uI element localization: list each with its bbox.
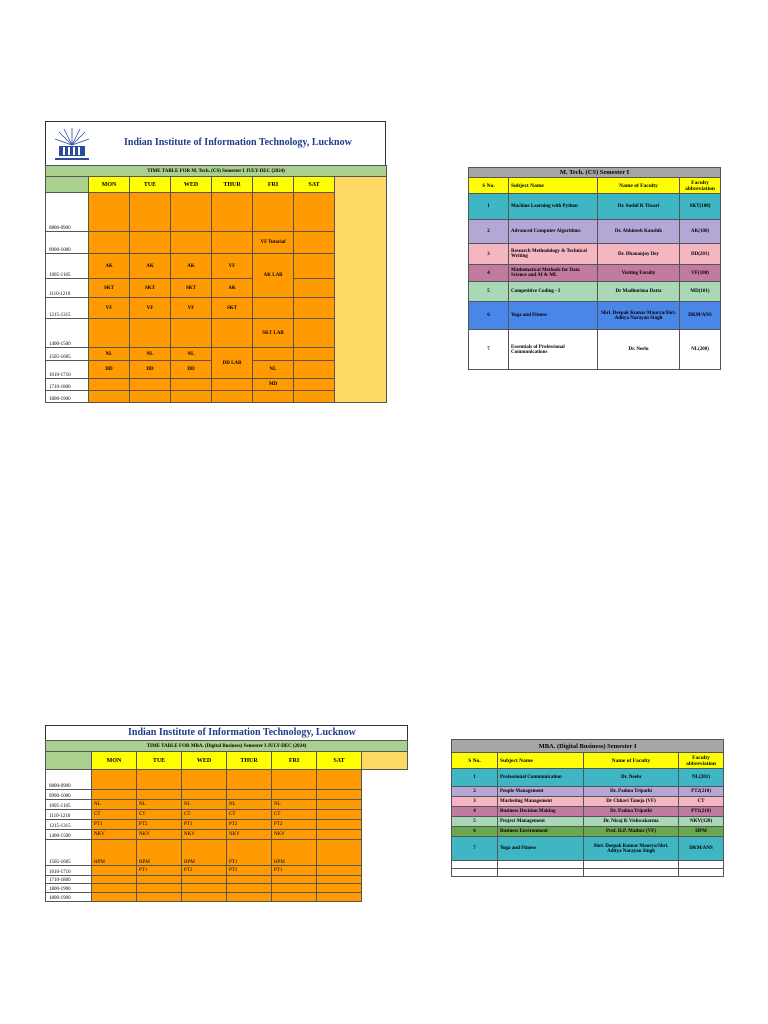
timetable-cell: NL	[272, 800, 317, 810]
mtech-timetable	[45, 165, 387, 403]
mba-timetable-title: TIME TABLE FOR MBA. (Digital Business) Semester I JULY-DEC (2024)	[46, 741, 408, 752]
timetable-cell	[272, 770, 317, 790]
time-slot: 1400-1500	[46, 319, 89, 348]
sno-cell: 1	[469, 194, 509, 220]
timetable-cell: HPM	[182, 840, 227, 866]
timetable-cell	[294, 279, 335, 298]
timetable-cell	[130, 319, 171, 348]
timetable-cell	[171, 232, 212, 254]
timetable-cell	[137, 770, 182, 790]
timetable-cell: VF	[171, 298, 212, 319]
abbr-cell: NL(201)	[679, 769, 724, 787]
faculty-row	[469, 194, 721, 220]
timetable-cell: VF	[130, 298, 171, 319]
timetable-cell	[253, 348, 294, 361]
empty-cell	[498, 869, 584, 877]
timetable-cell	[92, 866, 137, 876]
timetable-cell	[92, 893, 137, 902]
timetable-cell	[171, 379, 212, 391]
subject-cell: Advanced Computer Algorithms	[509, 220, 598, 244]
day-header: TUE	[137, 752, 182, 770]
time-slot: 1610-1710	[46, 361, 89, 379]
subject-cell: Competitive Coding - I	[509, 282, 598, 302]
timetable-cell: NKV	[272, 830, 317, 840]
timetable-cell: PT2	[272, 820, 317, 830]
abbr-cell: HPM	[679, 827, 724, 837]
time-slot: 1710-1800	[46, 379, 89, 391]
faculty-cell: Dr Chhavi Taneja (VF)	[584, 797, 679, 807]
timetable-cell	[317, 820, 362, 830]
empty-cell	[452, 861, 498, 869]
abbr-cell: MD(101)	[680, 282, 721, 302]
timetable-cell: HPM	[137, 840, 182, 866]
subject-cell: Yoga and Fitness	[509, 302, 598, 330]
timetable-cell	[227, 876, 272, 884]
header-abbr: Faculty abbreviation	[679, 753, 724, 769]
corner-cell	[46, 752, 92, 770]
timetable-cell: NL	[89, 348, 130, 361]
faculty-cell: Dr. Abhinesh Kaushik	[598, 220, 680, 244]
timetable-cell: AK	[171, 254, 212, 279]
empty-cell	[498, 861, 584, 869]
mba-header	[45, 725, 408, 741]
side-column	[335, 177, 387, 403]
faculty-row	[469, 282, 721, 302]
timetable-cell	[272, 884, 317, 893]
header-sno: S No.	[469, 178, 509, 194]
timetable-cell	[294, 319, 335, 348]
mtech-timetable-title: TIME TABLE FOR M. Tech. (CS) Semester I JULY-DEC (2024)	[46, 166, 387, 177]
timetable-cell	[137, 884, 182, 893]
timetable-cell: CT	[272, 810, 317, 820]
sno-cell: 4	[469, 265, 509, 282]
timetable-cell: AK	[89, 254, 130, 279]
subject-cell: Mathematical Methods for Data Science and AI & ML	[509, 265, 598, 282]
faculty-row	[452, 817, 724, 827]
timetable-cell: PT2	[227, 866, 272, 876]
sno-cell: 6	[469, 302, 509, 330]
abbr-cell: DKM/ANS	[679, 837, 724, 861]
time-slot: 1400-1500	[46, 830, 92, 840]
day-header: THUR	[227, 752, 272, 770]
faculty-cell: Dr. Neelu	[584, 769, 679, 787]
timetable-cell: PT1	[227, 840, 272, 866]
sno-cell: 5	[452, 817, 498, 827]
timetable-cell	[227, 884, 272, 893]
timetable-cell	[294, 379, 335, 391]
timetable-cell: CT	[182, 810, 227, 820]
time-slot: 1215-1315	[46, 298, 89, 319]
sno-cell: 3	[452, 797, 498, 807]
sno-cell: 2	[452, 787, 498, 797]
day-header: SAT	[317, 752, 362, 770]
sno-cell: 1	[452, 769, 498, 787]
header-faculty: Name of Faculty	[598, 178, 680, 194]
faculty-cell: Visiting Faculty	[598, 265, 680, 282]
timetable-cell	[130, 379, 171, 391]
timetable-cell: NKV	[182, 830, 227, 840]
faculty-cell: Prof. H.P. Mathur (VF)	[584, 827, 679, 837]
timetable-cell	[317, 830, 362, 840]
sno-cell: 7	[452, 837, 498, 861]
timetable-cell	[89, 379, 130, 391]
timetable-cell	[294, 254, 335, 279]
day-header: WED	[182, 752, 227, 770]
timetable-cell	[92, 770, 137, 790]
abbr-cell: NKV(120)	[679, 817, 724, 827]
faculty-row	[452, 827, 724, 837]
timetable-cell	[294, 391, 335, 403]
sno-cell: 3	[469, 244, 509, 265]
subject-cell: Research Methodology & Technical Writing	[509, 244, 598, 265]
timetable-cell	[227, 790, 272, 800]
timetable-cell: PT2	[227, 820, 272, 830]
day-header: SAT	[294, 177, 335, 193]
timetable-cell: NL	[130, 348, 171, 361]
faculty-row	[469, 244, 721, 265]
mba-faculty-title: MBA. (Digital Business) Semester I	[452, 740, 724, 753]
faculty-row	[452, 769, 724, 787]
timetable-cell: PT1	[92, 820, 137, 830]
day-header: MON	[92, 752, 137, 770]
timetable-cell: CT	[137, 810, 182, 820]
subject-cell: Yoga and Fitness	[498, 837, 584, 861]
faculty-cell: Dr Madhurima Datta	[598, 282, 680, 302]
timetable-cell: NKV	[92, 830, 137, 840]
timetable-cell	[212, 319, 253, 348]
timetable-cell: AK	[130, 254, 171, 279]
abbr-cell: AK(108)	[680, 220, 721, 244]
timetable-cell	[317, 770, 362, 790]
timetable-cell: NL	[253, 361, 294, 379]
timetable-cell	[317, 866, 362, 876]
timetable-cell	[89, 391, 130, 403]
day-header: THUR	[212, 177, 253, 193]
timetable-cell	[182, 893, 227, 902]
timetable-cell	[212, 232, 253, 254]
timetable-cell	[294, 348, 335, 361]
timetable-cell	[272, 790, 317, 800]
timetable-cell	[89, 232, 130, 254]
timetable-cell: AK	[212, 279, 253, 298]
timetable-cell	[92, 790, 137, 800]
time-slot: 0800-0900	[46, 193, 89, 232]
timetable-cell: VF Tutorial	[253, 232, 294, 254]
timetable-cell	[137, 893, 182, 902]
timetable-cell: HPM	[272, 840, 317, 866]
timetable-cell	[317, 840, 362, 866]
faculty-cell: Dr. Niraj K Vishwakarma	[584, 817, 679, 827]
faculty-row	[469, 330, 721, 370]
timetable-cell	[182, 876, 227, 884]
timetable-cell	[227, 893, 272, 902]
header-faculty: Name of Faculty	[584, 753, 679, 769]
subject-cell: Business Environment	[498, 827, 584, 837]
timetable-cell	[317, 800, 362, 810]
mba-institute-name: Indian Institute of Information Technology, Lucknow	[128, 727, 356, 738]
day-header: FRI	[272, 752, 317, 770]
faculty-cell: Dr. Dhananjoy Dey	[598, 244, 680, 265]
timetable-cell	[171, 391, 212, 403]
header-sno: S No.	[452, 753, 498, 769]
time-slot: 1800-1900	[46, 893, 92, 902]
subject-cell: People Management	[498, 787, 584, 797]
timetable-cell: DD	[130, 361, 171, 379]
timetable-cell: SKT LAB	[253, 319, 294, 348]
time-slot: 0900-1000	[46, 232, 89, 254]
time-slot: 1800-1900	[46, 391, 89, 403]
subject-cell: Marketing Management	[498, 797, 584, 807]
side-column	[362, 752, 408, 770]
timetable-cell	[253, 298, 294, 319]
timetable-cell: PT1	[182, 820, 227, 830]
faculty-cell: Dr. Neelu	[598, 330, 680, 370]
timetable-cell	[130, 193, 171, 232]
timetable-cell	[212, 193, 253, 232]
abbr-cell: NL(208)	[680, 330, 721, 370]
timetable-cell: AK LAB	[253, 254, 294, 298]
timetable-cell: PT2	[137, 820, 182, 830]
sno-cell: 7	[469, 330, 509, 370]
timetable-cell: PT2	[182, 866, 227, 876]
timetable-cell	[89, 319, 130, 348]
timetable-cell	[294, 193, 335, 232]
timetable-cell	[317, 790, 362, 800]
time-slot: 0900-1000	[46, 790, 92, 800]
time-slot: 1110-1210	[46, 279, 89, 298]
timetable-cell: DD	[171, 361, 212, 379]
timetable-cell	[130, 391, 171, 403]
time-slot: 1710-1800	[46, 876, 92, 884]
mtech-institute-name: Indian Institute of Information Technology, Lucknow	[124, 137, 352, 148]
abbr-cell: CT	[679, 797, 724, 807]
timetable-cell	[253, 193, 294, 232]
timetable-cell: NKV	[227, 830, 272, 840]
time-slot: 1610-1710	[46, 866, 92, 876]
timetable-cell	[212, 391, 253, 403]
timetable-cell	[272, 876, 317, 884]
faculty-row	[469, 302, 721, 330]
day-header: FRI	[253, 177, 294, 193]
timetable-cell: CT	[92, 810, 137, 820]
timetable-cell: NL	[227, 800, 272, 810]
timetable-cell	[92, 884, 137, 893]
time-slot: 1505-1605	[46, 840, 92, 866]
timetable-cell	[182, 790, 227, 800]
abbr-cell: SKT(108)	[680, 194, 721, 220]
time-slot: 1215-1315	[46, 820, 92, 830]
empty-cell	[452, 869, 498, 877]
mba-faculty-table	[451, 739, 724, 877]
timetable-cell: PT1	[272, 866, 317, 876]
day-header: WED	[171, 177, 212, 193]
timetable-cell: CT	[227, 810, 272, 820]
timetable-cell: NKV	[137, 830, 182, 840]
timetable-cell: NL	[137, 800, 182, 810]
faculty-row	[452, 787, 724, 797]
time-slot: 1005-1105	[46, 254, 89, 279]
timetable-cell: VF	[212, 254, 253, 279]
corner-cell	[46, 177, 89, 193]
abbr-cell: PT2(210)	[679, 787, 724, 797]
faculty-cell: Dr. Padma Tripathi	[584, 807, 679, 817]
timetable-cell	[294, 232, 335, 254]
timetable-cell	[272, 893, 317, 902]
empty-cell	[584, 861, 679, 869]
timetable-cell	[227, 770, 272, 790]
timetable-cell	[294, 361, 335, 379]
timetable-cell	[317, 884, 362, 893]
time-slot: 1505-1605	[46, 348, 89, 361]
timetable-cell: SKT	[212, 298, 253, 319]
header-subject: Subject Name	[509, 178, 598, 194]
subject-cell: Essentials of Professional Communications	[509, 330, 598, 370]
day-header: TUE	[130, 177, 171, 193]
abbr-cell: PT1(210)	[679, 807, 724, 817]
timetable-cell	[89, 193, 130, 232]
timetable-cell: SKT	[89, 279, 130, 298]
faculty-cell: Shri. Deepak Kumar Maurya/Shri. Aditya Narayan Singh	[584, 837, 679, 861]
timetable-cell: DD	[89, 361, 130, 379]
sno-cell: 2	[469, 220, 509, 244]
faculty-row	[469, 220, 721, 244]
abbr-cell: DD(201)	[680, 244, 721, 265]
mtech-header	[45, 121, 386, 167]
subject-cell: Machine Learning with Python	[509, 194, 598, 220]
day-header: MON	[89, 177, 130, 193]
timetable-cell	[130, 232, 171, 254]
timetable-cell: PT1	[137, 866, 182, 876]
timetable-cell: SKT	[130, 279, 171, 298]
faculty-row	[452, 807, 724, 817]
timetable-cell: NL	[92, 800, 137, 810]
timetable-cell: NL	[182, 800, 227, 810]
timetable-cell	[171, 319, 212, 348]
abbr-cell: VF(108)	[680, 265, 721, 282]
faculty-row	[452, 837, 724, 861]
faculty-cell: Shri. Deepak Kumar Maurya/Shri. Aditya Narayan Singh	[598, 302, 680, 330]
timetable-cell	[317, 893, 362, 902]
timetable-cell	[92, 876, 137, 884]
timetable-cell: MD	[253, 379, 294, 391]
timetable-cell	[253, 391, 294, 403]
time-slot: 1110-1210	[46, 810, 92, 820]
header-abbr: Faculty abbreviation	[680, 178, 721, 194]
faculty-cell: Dr. Padma Tripathi	[584, 787, 679, 797]
timetable-cell	[182, 884, 227, 893]
empty-cell	[679, 869, 724, 877]
timetable-cell	[171, 193, 212, 232]
timetable-cell: DD LAB	[212, 348, 253, 379]
abbr-cell: DKM/ANS	[680, 302, 721, 330]
timetable-cell	[137, 790, 182, 800]
timetable-cell	[182, 770, 227, 790]
timetable-cell: SKT	[171, 279, 212, 298]
mba-timetable	[45, 740, 408, 902]
empty-cell	[679, 861, 724, 869]
time-slot: 0800-0900	[46, 770, 92, 790]
time-slot: 1005-1105	[46, 800, 92, 810]
header-subject: Subject Name	[498, 753, 584, 769]
timetable-cell	[317, 876, 362, 884]
subject-cell: Professional Communication	[498, 769, 584, 787]
faculty-cell: Dr. Sushil K Tiwari	[598, 194, 680, 220]
mtech-faculty-table	[468, 167, 721, 370]
empty-cell	[584, 869, 679, 877]
faculty-row	[452, 797, 724, 807]
subject-cell: Business Decision Making	[498, 807, 584, 817]
institute-logo-icon	[51, 125, 93, 163]
faculty-row	[469, 265, 721, 282]
timetable-cell	[294, 298, 335, 319]
sno-cell: 4	[452, 807, 498, 817]
timetable-cell	[317, 810, 362, 820]
sno-cell: 5	[469, 282, 509, 302]
timetable-cell	[212, 379, 253, 391]
timetable-cell: HPM	[92, 840, 137, 866]
timetable-cell: NL	[171, 348, 212, 361]
timetable-cell: VF	[89, 298, 130, 319]
timetable-cell	[137, 876, 182, 884]
mtech-faculty-title: M. Tech. (CS) Semester I	[469, 168, 721, 178]
time-slot: 1800-1900	[46, 884, 92, 893]
subject-cell: Project Management	[498, 817, 584, 827]
sno-cell: 6	[452, 827, 498, 837]
